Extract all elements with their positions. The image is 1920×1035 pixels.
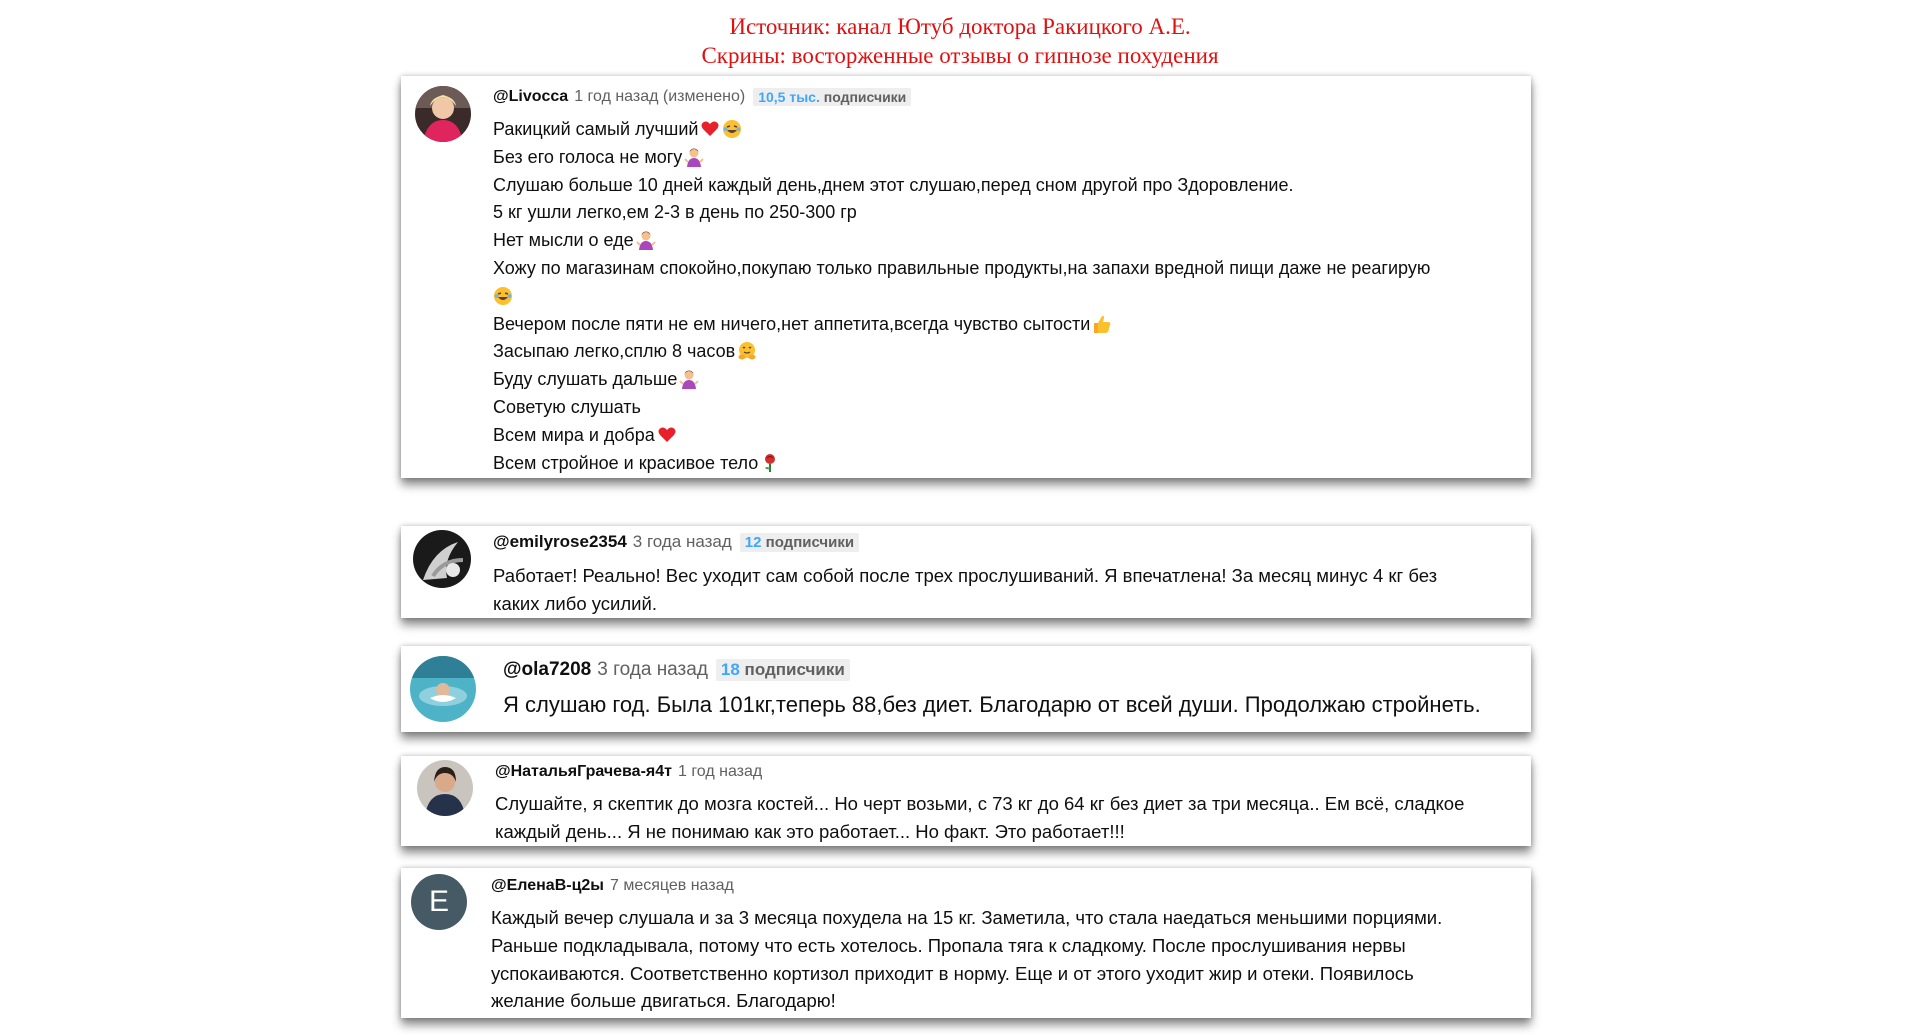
- subscriber-count: 12: [744, 533, 762, 551]
- avatar-image: [417, 760, 473, 816]
- comment-author[interactable]: @ЕленаВ-ц2ы: [491, 877, 604, 894]
- comment-time[interactable]: 1 год назад (изменено): [574, 88, 746, 105]
- subscriber-label: подписчики: [761, 533, 855, 551]
- comment-line: Вечером после пяти не ем ничего,нет аппетита,всегда чувство сытости: [493, 311, 1430, 339]
- comment-line: Ракицкий самый лучший: [493, 116, 1430, 144]
- comment-line: Каждый вечер слушала и за 3 месяца похудела на 15 кг. Заметила, что стала наедаться меньшими порциями.: [491, 907, 1443, 928]
- comment-card: [401, 868, 1531, 1018]
- shrug-icon: [679, 369, 699, 389]
- comment-line: успокаиваются. Соответственно кортизол приходит в норму. Еще и от этого уходит жир и отеки. Появилось: [491, 962, 1414, 984]
- comment-time[interactable]: 7 месяцев назад: [609, 877, 734, 894]
- comment-line: Всем мира и добра: [493, 422, 1430, 450]
- comment-author[interactable]: @Livocca: [493, 88, 569, 105]
- comment-line: Работает! Реально! Вес уходит сам собой после трех прослушиваний. Я впечатлена! За месяц минус 4 кг без: [493, 565, 1438, 586]
- comment-card: [401, 526, 1531, 618]
- comment-line: Без его голоса не могу: [493, 144, 1430, 172]
- comment-line: Нет мысли о еде: [493, 227, 1430, 255]
- comment-text: [503, 690, 1481, 720]
- subscriber-count: 10,5 тыс.: [758, 89, 820, 105]
- comment-text: [491, 904, 1442, 1015]
- comment-line: желание больше двигаться. Благодарю!: [491, 990, 836, 1012]
- shrug-icon: [684, 147, 704, 167]
- heart-icon: [657, 425, 677, 445]
- laughing-icon: [493, 286, 513, 306]
- subscriber-label: подписчики: [819, 89, 907, 105]
- comment-time[interactable]: 1 год назад: [677, 763, 763, 780]
- heart-icon: [700, 119, 720, 139]
- avatar-image: [413, 530, 471, 588]
- comment-meta: [493, 86, 911, 108]
- comment-line: Слушаю больше 10 дней каждый день,днем этот слушаю,перед сном другой про Здоровление.: [493, 174, 1294, 195]
- avatar-image: [410, 656, 476, 722]
- comment-line: 5 кг ушли легко,ем 2-3 в день по 250-300 гр: [493, 202, 857, 223]
- comment-author[interactable]: @ola7208: [503, 659, 592, 680]
- comment-text: [493, 562, 1437, 618]
- comment-card: [401, 756, 1531, 846]
- comment-line: Хожу по магазинам спокойно,покупаю только правильные продукты,на запахи вредной пищи даже не реагирую: [493, 257, 1431, 278]
- comment-meta: [493, 530, 859, 554]
- comment-line: Буду слушать дальше: [493, 366, 1430, 394]
- comment-author[interactable]: @emilyrose2354: [493, 532, 627, 551]
- avatar[interactable]: [417, 760, 473, 816]
- comment-line: Советую слушать: [493, 396, 641, 417]
- shrug-icon: [636, 230, 656, 250]
- comment-card: [401, 76, 1531, 478]
- comment-text: [495, 790, 1464, 846]
- hugging-icon: [737, 341, 757, 361]
- subscriber-badge: [716, 659, 850, 681]
- comment-line: каждый день... Я не понимаю как это работает... Но факт. Это работает!!!: [495, 821, 1125, 842]
- comment-author[interactable]: @НатальяГрачева-я4т: [495, 763, 672, 780]
- comment-line: каких либо усилий.: [493, 593, 657, 614]
- comment-text: [493, 116, 1430, 477]
- avatar[interactable]: [411, 874, 467, 930]
- comment-line: Я слушаю год. Была 101кг,теперь 88,без диет. Благодарю от всей души. Продолжаю стройнеть.: [503, 692, 1481, 717]
- comment-meta: [503, 656, 850, 684]
- page-header: [0, 12, 1920, 70]
- avatar[interactable]: [415, 86, 471, 142]
- avatar-letter: E: [428, 885, 449, 918]
- avatar[interactable]: [413, 530, 471, 588]
- comment-meta: [495, 760, 762, 784]
- laughing-icon: [722, 119, 742, 139]
- comment-time[interactable]: 3 года назад: [632, 532, 732, 551]
- comment-line: Засыпаю легко,сплю 8 часов: [493, 338, 1430, 366]
- screens-caption: Скрины: восторженные отзывы о гипнозе похудения: [701, 43, 1219, 68]
- subscriber-badge: [740, 533, 859, 552]
- thumbs-up-icon: [1092, 314, 1112, 334]
- subscriber-badge: [753, 88, 911, 106]
- subscriber-label: подписчики: [739, 660, 845, 679]
- source-caption: Источник: канал Ютуб доктора Ракицкого А.Е.: [729, 14, 1191, 39]
- comment-line: Слушайте, я скептик до мозга костей... Но черт возьми, с 73 кг до 64 кг без диет за три месяца.. Ем всё, сладкое: [495, 793, 1465, 814]
- comment-line: [493, 283, 1430, 311]
- avatar-image: [415, 86, 471, 142]
- comment-card: [401, 646, 1531, 732]
- rose-icon: [760, 453, 780, 473]
- comment-time[interactable]: 3 года назад: [597, 659, 708, 680]
- comment-line: Раньше подкладывала, потому что есть хотелось. Пропала тяга к сладкому. После прослушивания нервы: [491, 934, 1406, 956]
- avatar[interactable]: [410, 656, 476, 722]
- comment-line: Всем стройное и красивое тело: [493, 450, 1430, 478]
- subscriber-count: 18: [720, 660, 740, 679]
- comment-meta: [491, 874, 734, 898]
